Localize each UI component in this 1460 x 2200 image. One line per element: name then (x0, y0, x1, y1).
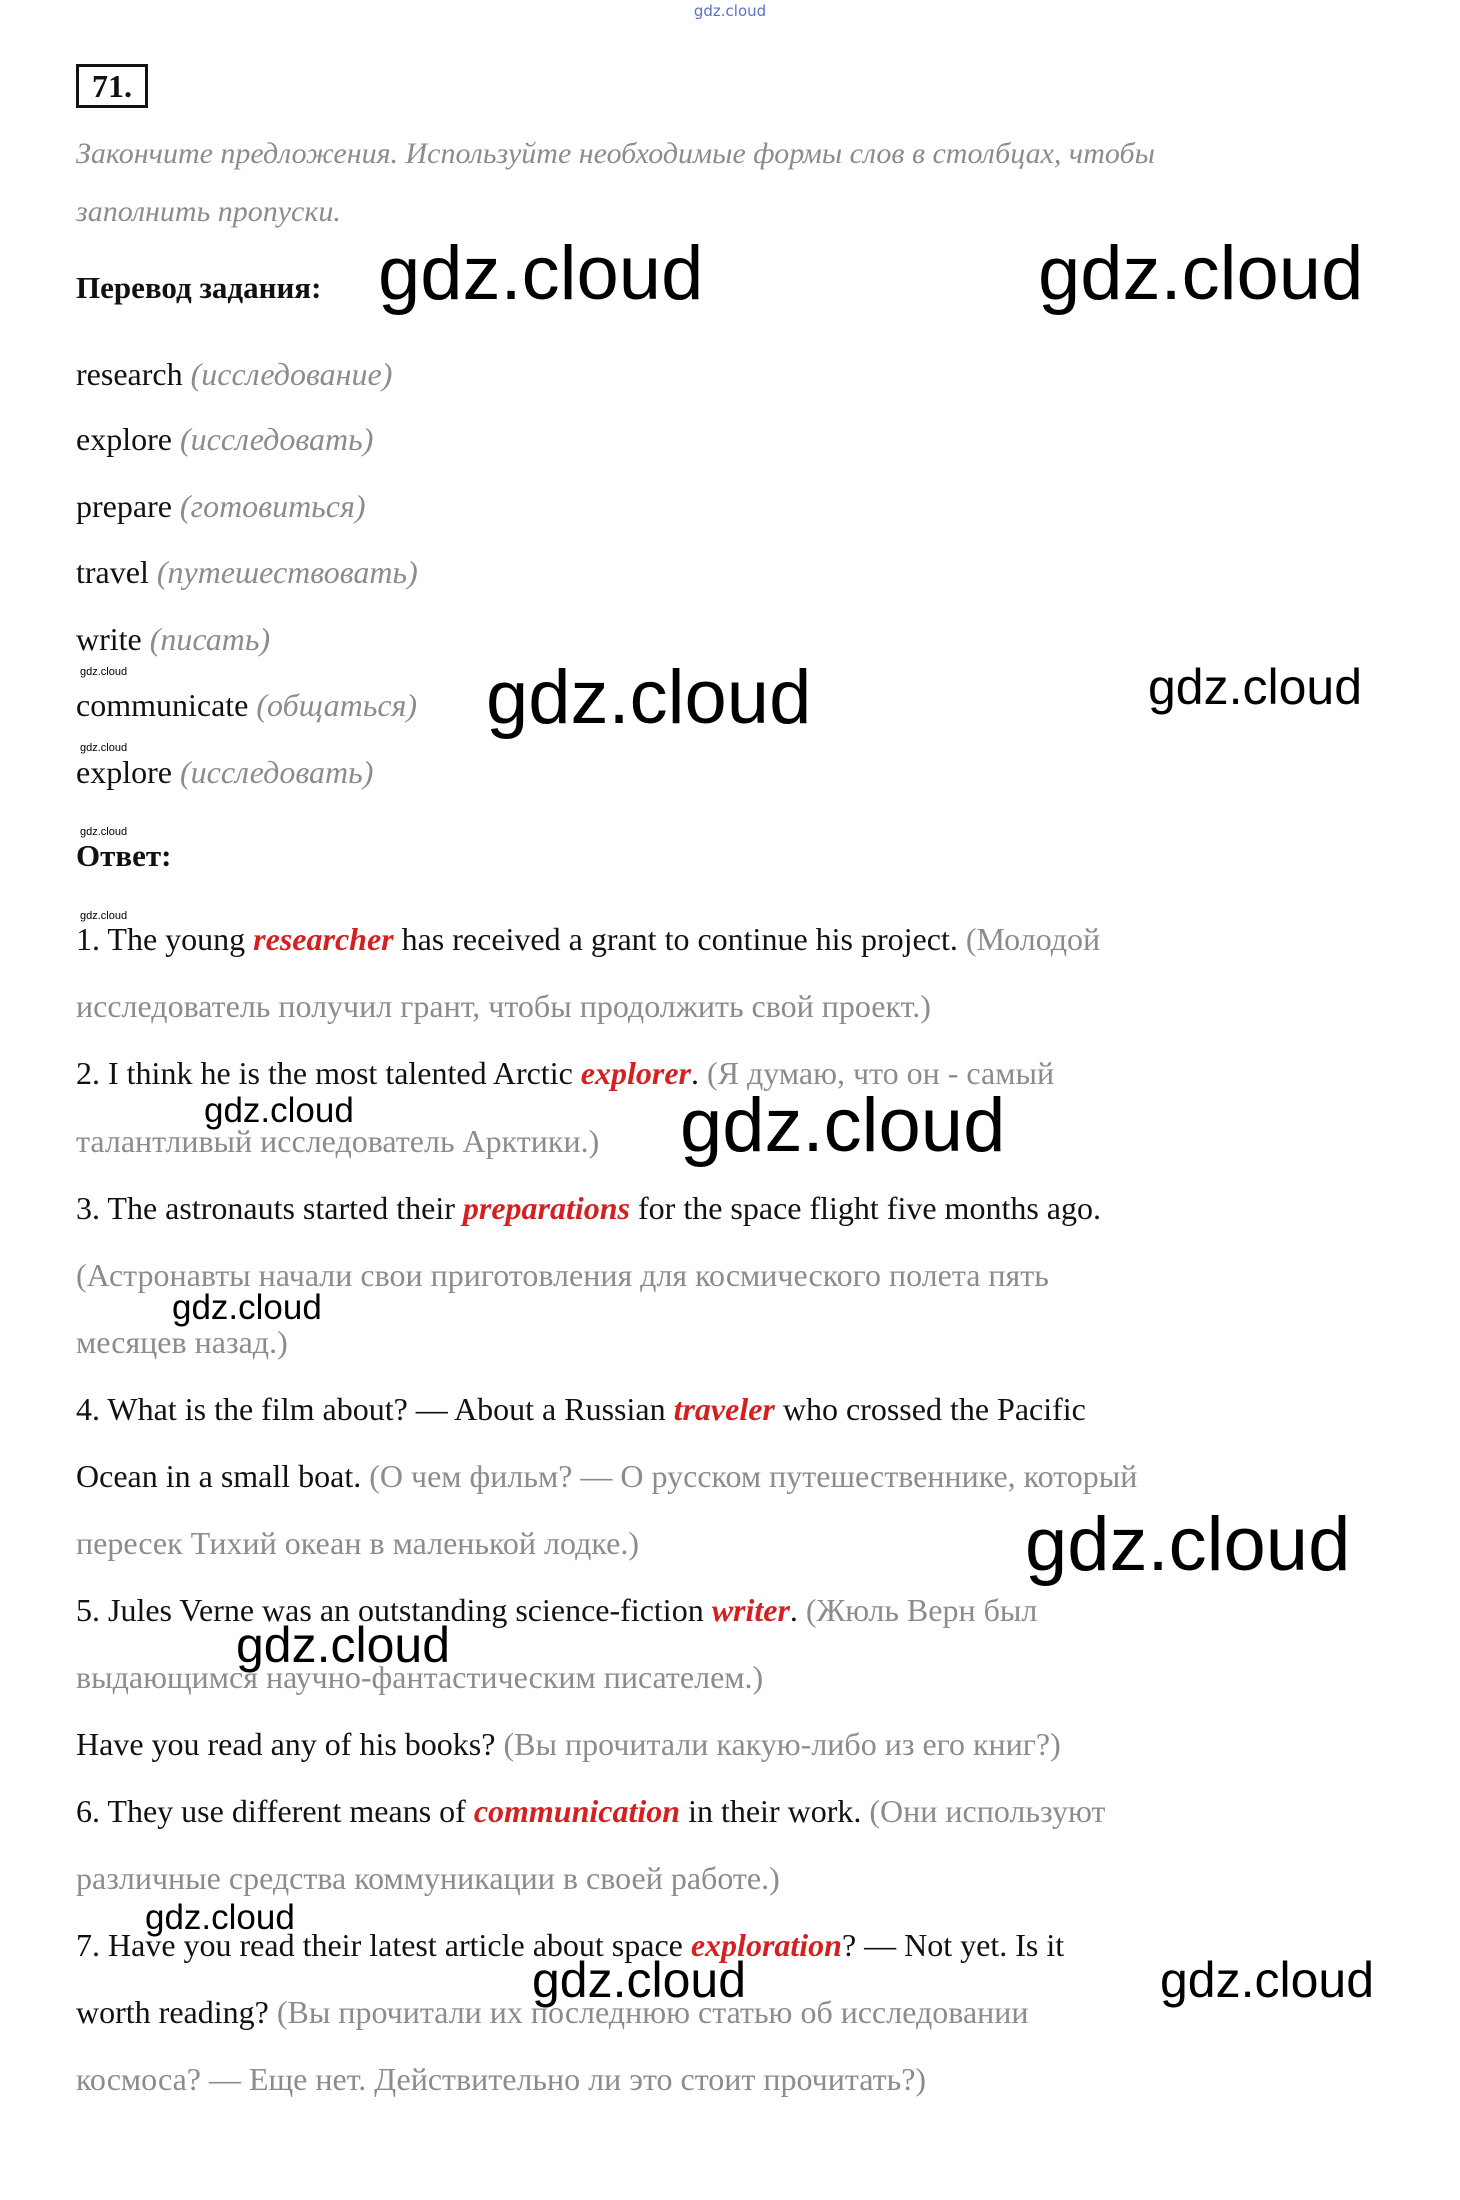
answer-word: traveler (673, 1391, 775, 1427)
answer-word: communication (473, 1793, 681, 1829)
answer-word: writer (711, 1592, 790, 1628)
word-item: explore (исследовать) (76, 754, 374, 790)
answer-heading: Ответ: (76, 838, 172, 873)
answer-5-line-1: 5. Jules Verne was an outstanding science-fiction writer. (Жюль Верн был (76, 1592, 1038, 1628)
word-item: communicate (общаться) (76, 687, 418, 723)
answer-word: preparations (462, 1190, 630, 1226)
answer-6-line-1: 6. They use different means of communication in their work. (Они используют (76, 1793, 1106, 1829)
answer-2-line-1: 2. I think he is the most talented Arctic explorer. (Я думаю, что он - самый (76, 1055, 1055, 1091)
answer-6-line-2: различные средства коммуникации в своей работе.) (76, 1860, 780, 1896)
watermark: gdz.cloud (486, 655, 812, 740)
watermark: gdz.cloud (172, 1288, 322, 1327)
word-item: explore (исследовать) (76, 421, 374, 457)
watermark: gdz.cloud (1148, 659, 1363, 715)
watermark: gdz.cloud (80, 666, 128, 678)
answer-4-line-3: пересек Тихий океан в маленькой лодке.) (76, 1525, 639, 1561)
translation-heading: Перевод задания: (76, 270, 322, 305)
answer-word: exploration (690, 1927, 842, 1963)
answer-word: explorer (580, 1055, 691, 1091)
task-number: 71. (76, 64, 148, 108)
word-item: research (исследование) (76, 356, 393, 392)
answer-7-line-1: 7. Have you read their latest article about space exploration? — Not yet. Is it (76, 1927, 1065, 1963)
word-item: travel (путешествовать) (76, 554, 418, 590)
answer-1-line-1: 1. The young researcher has received a grant to continue his project. (Молодой (76, 921, 1101, 957)
watermark: gdz.cloud (236, 1617, 451, 1673)
top-watermark: gdz.cloud (693, 2, 767, 20)
word-item: prepare (готовиться) (76, 488, 366, 524)
watermark: gdz.cloud (1160, 1952, 1375, 2008)
answer-3-line-2: (Астронавты начали свои приготовления для космического полета пять (76, 1257, 1049, 1293)
watermark: gdz.cloud (204, 1091, 354, 1130)
instruction-line-1: Закончите предложения. Используйте необходимые формы слов в столбцах, чтобы (76, 137, 1155, 170)
watermark: gdz.cloud (680, 1083, 1006, 1168)
watermark: gdz.cloud (145, 1898, 295, 1937)
answer-4-line-2: Ocean in a small boat. (О чем фильм? — О русском путешественнике, который (76, 1458, 1138, 1494)
answer-3-line-1: 3. The astronauts started their preparations for the space flight five months ago. (76, 1190, 1101, 1226)
watermark: gdz.cloud (378, 231, 704, 316)
answer-3-line-3: месяцев назад.) (76, 1324, 288, 1360)
watermark: gdz.cloud (80, 742, 128, 754)
watermark: gdz.cloud (80, 910, 128, 922)
watermark: gdz.cloud (80, 826, 128, 838)
answer-5-line-2: выдающимся научно-фантастическим писателем.) (76, 1659, 764, 1695)
watermark: gdz.cloud (1025, 1502, 1351, 1587)
answer-7-line-2: worth reading? (Вы прочитали их последнюю статью об исследовании (76, 1994, 1029, 2030)
answer-1-line-2: исследователь получил грант, чтобы продолжить свой проект.) (76, 988, 931, 1024)
answer-4-line-1: 4. What is the film about? — About a Russian traveler who crossed the Pacific (76, 1391, 1086, 1427)
watermark: gdz.cloud (1038, 231, 1364, 316)
watermark: gdz.cloud (532, 1952, 747, 2008)
word-item: write (писать) (76, 621, 271, 657)
answer-2-line-2: талантливый исследователь Арктики.) (76, 1123, 600, 1159)
answer-5-line-3: Have you read any of his books? (Вы прочитали какую-либо из его книг?) (76, 1726, 1061, 1762)
answer-7-line-3: космоса? — Еще нет. Действительно ли это стоит прочитать?) (76, 2061, 927, 2097)
answer-word: researcher (253, 921, 394, 957)
instruction-line-2: заполнить пропуски. (76, 195, 341, 228)
